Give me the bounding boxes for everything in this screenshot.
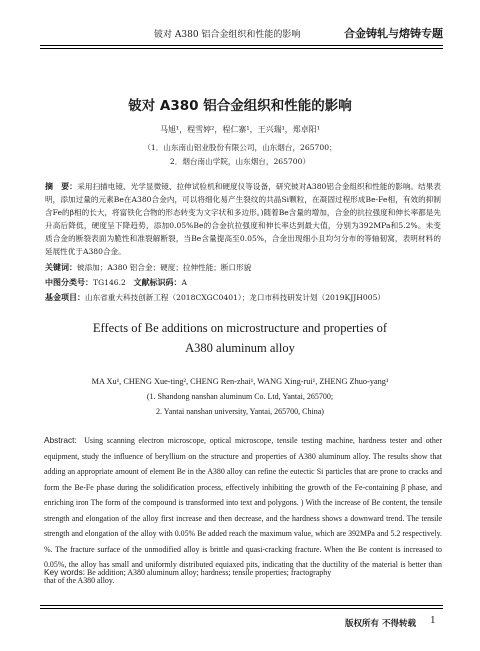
chinese-abstract: [45, 180, 441, 259]
english-keywords-text: Be addition; A380 aluminum alloy; hardness; tensile properties; fractography: [87, 568, 332, 577]
doc-code-value: A: [181, 278, 187, 287]
english-abstract-label: Abstract:: [44, 435, 77, 445]
clc-value: TG146.2: [93, 278, 134, 287]
fund-line: [45, 292, 441, 304]
header-rule-thick: [40, 45, 443, 46]
running-header-title: 铍对 A380 铝合金组织和性能的影响: [154, 30, 301, 40]
english-authors: MA Xu¹, CHENG Xue-ting², CHENG Ren-zhai¹, WANG Xing-rui¹, ZHENG Zhuo-yang¹: [91, 377, 389, 386]
clc-label: 中图分类号：: [45, 278, 93, 287]
footer-rule-thick: [40, 605, 443, 606]
fund-text: 山东省重大科技创新工程（2018CXGC0401）；龙口市科技研发计划（2019KJJH005）: [85, 293, 385, 302]
chinese-affiliation-1: （1．山东南山铝业股份有限公司，山东烟台，265700；: [143, 143, 337, 152]
chinese-affiliation-2: 2．烟台南山学院，山东烟台，265700）: [169, 157, 311, 166]
classification-line: [45, 277, 441, 289]
chinese-abstract-text: 采用扫描电镜、光学显微镜、拉伸试验机和硬度仪等设备，研究铍对A380铝合金组织和性能的影响。结果表明，添加过量的元素Be在A380合金内，可以将细化易产生裂纹的共晶Si颗粒，在凝固过程形成Be-Fe相，有效的抑制含Fe的β相的长大，将富铁化合物的形态转变为文字状和多边形。)随着Be含量的增加，合金的抗拉强度和伸长率都是先升高后降低，硬度呈下降趋势，添加0.05%Be的合金抗拉强度和伸长率达到最大值，分别为392MPa和5.2%。未变质合金的断裂表面为脆性和准裂解断裂，当Be含量提高至0.05%，合金出现细小且均匀分布的等轴韧窝，表明材料的延展性优于A380合金。: [45, 182, 441, 257]
fund-label: 基金项目：: [45, 293, 85, 302]
chinese-keywords-text: 铍添加；A380 铝合金；硬度；拉伸性能；断口形貌: [77, 263, 252, 272]
chinese-abstract-label: 摘 要：: [45, 182, 78, 191]
running-header: [40, 23, 443, 43]
page-number: 1: [430, 614, 436, 626]
english-abstract-text: Using scanning electron microscope, optical microscope, tensile testing machine, hardness tester and other equipment, study the influence of beryllium on the structure and properties of A380 aluminum alloy. The results show that adding an appropriate amount of element Be in the A380 alloy can refine the eutectic Si particles that are prone to cracks and form the Be-Fe phase during the solidification process, effectively inhibiting the growth of the Fe-containing β phase, and enriching iron The form of the compound is transformed into text and polygons. ) With the increase of Be content, the tensile strength and elongation of the alloy first increase and then decrease, and the hardness shows a downward trend. The tensile strength and elongation of the alloy with 0.05% Be added reach the maximum value, which are 392MPa and 5.2 respectively. %. The fracture surface of the unmodified alloy is brittle and quasi-cracking fracture. When the Be content is increased to 0.05%, the alloy has small and uniformly distributed equiaxed pits, indicating that the ductility of the material is better than that of the A380 alloy.: [44, 436, 442, 585]
running-header-column: 合金铸轧与熔铸专题: [344, 27, 443, 40]
chinese-title: 铍对 A380 铝合金组织和性能的影响: [128, 98, 352, 114]
english-title-line-1: Effects of Be additions on microstructure and properties of: [92, 321, 388, 335]
header-rule-thin: [40, 48, 443, 49]
english-keywords-label: Key words:: [44, 567, 86, 577]
english-keywords: [44, 567, 442, 577]
english-affiliation-1: (1. Shandong nanshan aluminum Co. Ltd, Yantai, 265700;: [146, 392, 334, 401]
chinese-keywords-label: 关键词：: [45, 263, 77, 272]
chinese-keywords: [45, 262, 441, 274]
english-abstract: [44, 433, 442, 588]
footer-rule-thin: [40, 608, 443, 609]
copyright-notice: 版权所有 不得转载: [345, 619, 416, 629]
doc-code-label: 文献标识码：: [133, 278, 182, 287]
english-affiliation-2: 2. Yantai nanshan university, Yantai, 265700, China): [156, 407, 324, 416]
english-title-line-2: A380 aluminum alloy: [185, 341, 295, 355]
chinese-authors: 马旭¹，程雪婷²，程仁寨¹，王兴瑞¹，郑卓阳¹: [159, 125, 321, 134]
